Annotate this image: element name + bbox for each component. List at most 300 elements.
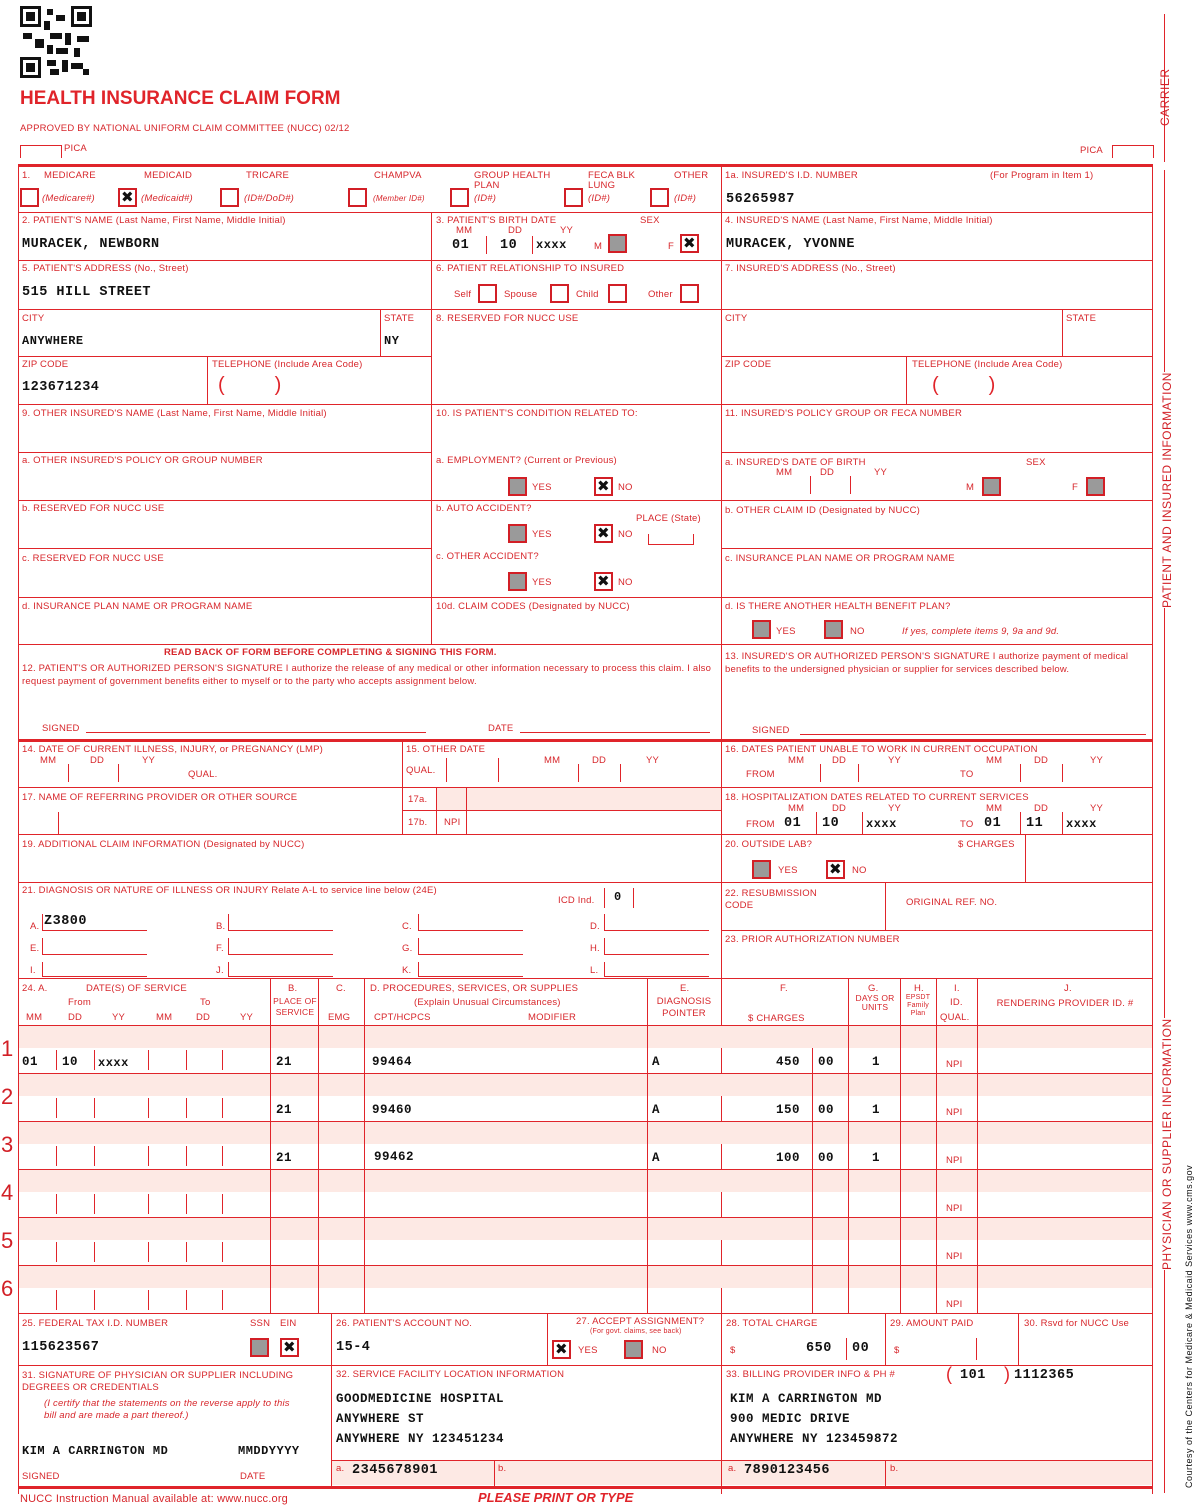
b24-place: PLACE OF SERVICE bbox=[273, 996, 317, 1017]
box10a-label: a. EMPLOYMENT? (Current or Previous) bbox=[436, 455, 617, 466]
outside-lab-no: NO bbox=[852, 865, 867, 876]
line bbox=[820, 764, 821, 782]
line bbox=[885, 882, 886, 930]
patient-name-value[interactable]: MURACEK, NEWBORN bbox=[22, 237, 160, 252]
box8-label: 8. RESERVED FOR NUCC USE bbox=[436, 313, 579, 324]
box6-self: Self bbox=[454, 289, 472, 300]
box26-label: 26. PATIENT'S ACCOUNT NO. bbox=[336, 1318, 473, 1329]
b24-from: From bbox=[68, 997, 91, 1008]
accept-no-checkbox[interactable] bbox=[624, 1340, 643, 1359]
line bbox=[466, 787, 467, 834]
box33-area-paren-close: ) bbox=[1004, 1364, 1010, 1384]
line bbox=[721, 930, 1152, 931]
pica-right-boxes bbox=[1112, 145, 1154, 158]
patient-address-value[interactable]: 515 HILL STREET bbox=[22, 285, 152, 300]
box18-yy2: YY bbox=[1090, 803, 1104, 814]
box18-label: 18. HOSPITALIZATION DATES RELATED TO CURRENT SERVICES bbox=[725, 792, 1029, 803]
tax-id-value[interactable]: 115623567 bbox=[22, 1340, 100, 1355]
sex-f-checkbox[interactable] bbox=[680, 234, 699, 253]
row1-ptr[interactable]: A bbox=[652, 1055, 661, 1069]
insured-sex-m-checkbox[interactable] bbox=[982, 477, 1001, 496]
line bbox=[18, 500, 1152, 501]
tricare-checkbox[interactable] bbox=[220, 188, 239, 207]
box3-yy-head: YY bbox=[560, 225, 574, 236]
box32-label: 32. SERVICE FACILITY LOCATION INFORMATION bbox=[336, 1369, 565, 1380]
hosp-to-dd[interactable]: 11 bbox=[1026, 816, 1044, 831]
insured-sex-f-checkbox[interactable] bbox=[1086, 477, 1105, 496]
line bbox=[721, 356, 1152, 357]
line bbox=[885, 1313, 886, 1365]
box32-a: a. bbox=[336, 1463, 345, 1474]
box17b-npi: NPI bbox=[444, 817, 461, 828]
sex-m-checkbox[interactable] bbox=[608, 234, 627, 253]
box1-champva: CHAMPVA bbox=[374, 170, 422, 181]
box29-label: 29. AMOUNT PAID bbox=[890, 1318, 974, 1329]
b24-f: F. bbox=[780, 983, 788, 994]
box11a-m: M bbox=[966, 482, 975, 493]
box14-yy: YY bbox=[142, 755, 156, 766]
form-title: HEALTH INSURANCE CLAIM FORM bbox=[20, 88, 341, 109]
insured-id-value[interactable]: 56265987 bbox=[726, 192, 795, 207]
employment-no-checkbox[interactable] bbox=[594, 477, 613, 496]
box14-label: 14. DATE OF CURRENT ILLNESS, INJURY, or PREGNANCY (LMP) bbox=[22, 744, 323, 755]
box2-label: 2. PATIENT'S NAME (Last Name, First Name, Middle Initial) bbox=[22, 215, 286, 226]
b24-c: C. bbox=[336, 983, 346, 994]
diag-a-value[interactable]: Z3800 bbox=[44, 914, 88, 929]
box18-mm1: MM bbox=[788, 803, 805, 814]
row3-units[interactable]: 1 bbox=[872, 1151, 881, 1165]
ssn-checkbox[interactable] bbox=[250, 1338, 269, 1357]
line bbox=[18, 1217, 1152, 1218]
box11-label: 11. INSURED'S POLICY GROUP OR FECA NUMBER bbox=[725, 408, 963, 419]
pica-left: PICA bbox=[64, 143, 87, 154]
box27-label: 27. ACCEPT ASSIGNMENT? bbox=[576, 1316, 705, 1327]
b24-emg: EMG bbox=[328, 1012, 351, 1023]
box15-qual: QUAL. bbox=[406, 765, 436, 776]
row2-npi: NPI bbox=[946, 1107, 963, 1118]
box7-state: STATE bbox=[1066, 313, 1097, 324]
box11c-label: c. INSURANCE PLAN NAME OR PROGRAM NAME bbox=[725, 553, 955, 564]
line bbox=[58, 812, 59, 834]
line bbox=[862, 812, 863, 834]
box15-label: 15. OTHER DATE bbox=[406, 744, 486, 755]
line bbox=[18, 1365, 1152, 1366]
line bbox=[18, 356, 431, 357]
line bbox=[18, 1121, 1152, 1122]
rel-spouse-checkbox[interactable] bbox=[550, 284, 569, 303]
birth-yy[interactable]: xxxx bbox=[536, 238, 567, 252]
box16-yy2: YY bbox=[1090, 755, 1104, 766]
box30-label: 30. Rsvd for NUCC Use bbox=[1024, 1318, 1130, 1329]
box31-date: DATE bbox=[240, 1471, 266, 1482]
box12-text: 12. PATIENT'S OR AUTHORIZED PERSON'S SIGNATURE I authorize the release of any medical or other information necessary to process this claim. I also request payment of government benefits either to myself or to the party who accepts assignment below. bbox=[22, 663, 712, 687]
line bbox=[721, 164, 722, 1494]
billing-area-code[interactable]: 101 bbox=[960, 1368, 986, 1383]
other-acc-yes-checkbox[interactable] bbox=[508, 572, 527, 591]
line bbox=[1020, 764, 1021, 782]
row6-npi: NPI bbox=[946, 1299, 963, 1310]
other-plan-yes: YES bbox=[776, 626, 796, 637]
line bbox=[1020, 812, 1021, 834]
line bbox=[1025, 834, 1026, 882]
box1-feca: FECA BLK LUNG bbox=[588, 170, 636, 191]
row-number-4: 4 bbox=[1, 1180, 14, 1205]
box16-mm1: MM bbox=[788, 755, 805, 766]
row3-cpt[interactable]: 99462 bbox=[374, 1150, 415, 1164]
row2-cents[interactable]: 00 bbox=[818, 1103, 835, 1117]
medicaid-checkbox[interactable] bbox=[118, 188, 137, 207]
b24-mm2: MM bbox=[156, 1012, 173, 1023]
box25-label: 25. FEDERAL TAX I.D. NUMBER bbox=[22, 1318, 169, 1329]
group-checkbox[interactable] bbox=[450, 188, 469, 207]
line bbox=[18, 1313, 1152, 1314]
box10b-label: b. AUTO ACCIDENT? bbox=[436, 503, 532, 514]
shade-row3 bbox=[19, 1122, 1152, 1144]
feca-checkbox[interactable] bbox=[564, 188, 583, 207]
line bbox=[816, 812, 817, 834]
line bbox=[364, 978, 365, 1313]
box7-city: CITY bbox=[725, 313, 748, 324]
outside-lab-yes: YES bbox=[778, 865, 798, 876]
diag-b-letter: B. bbox=[216, 921, 226, 932]
b24-h: H. bbox=[914, 983, 924, 994]
box4-label: 4. INSURED'S NAME (Last Name, First Name, Middle Initial) bbox=[725, 215, 993, 226]
diag-h-letter: H. bbox=[590, 943, 600, 954]
line bbox=[18, 404, 1152, 405]
diag-c-letter: C. bbox=[402, 921, 412, 932]
row-number-5: 5 bbox=[1, 1228, 14, 1253]
place-bracket bbox=[648, 534, 694, 545]
box29-dollar: $ bbox=[894, 1345, 900, 1356]
line bbox=[976, 1338, 977, 1360]
facility-npi[interactable]: 2345678901 bbox=[352, 1463, 439, 1478]
billing-phone[interactable]: 1112365 bbox=[1014, 1368, 1075, 1383]
b24-e: E. bbox=[680, 983, 690, 994]
auto-no-checkbox[interactable] bbox=[594, 524, 613, 543]
rel-other-checkbox[interactable] bbox=[680, 284, 699, 303]
total-cents[interactable]: 00 bbox=[852, 1341, 870, 1356]
approved-text: APPROVED BY NATIONAL UNIFORM CLAIM COMMITTEE (NUCC) 02/12 bbox=[20, 123, 350, 134]
box9c-label: c. RESERVED FOR NUCC USE bbox=[22, 553, 164, 564]
line bbox=[848, 978, 849, 1313]
carrier-label: CARRIER bbox=[1158, 68, 1172, 126]
row3-cents[interactable]: 00 bbox=[818, 1151, 835, 1165]
other-checkbox[interactable] bbox=[650, 188, 669, 207]
b24-dates: DATE(S) OF SERVICE bbox=[86, 983, 187, 994]
line bbox=[18, 644, 1152, 645]
billing-npi[interactable]: 7890123456 bbox=[744, 1463, 831, 1478]
box9d-label: d. INSURANCE PLAN NAME OR PROGRAM NAME bbox=[22, 601, 253, 612]
employment-yes-checkbox[interactable] bbox=[508, 477, 527, 496]
box20-charges: $ CHARGES bbox=[958, 839, 1015, 850]
line bbox=[18, 1169, 1152, 1170]
ein-checkbox[interactable] bbox=[280, 1338, 299, 1357]
patient-label: PATIENT AND INSURED INFORMATION bbox=[1160, 372, 1174, 608]
b24-explain: (Explain Unusual Circumstances) bbox=[414, 997, 561, 1008]
box10c-label: c. OTHER ACCIDENT? bbox=[436, 551, 539, 562]
line bbox=[18, 1486, 1152, 1489]
row1-cpt[interactable]: 99464 bbox=[372, 1055, 413, 1069]
row3-dollars[interactable]: 100 bbox=[776, 1151, 801, 1165]
b24-yy2: YY bbox=[240, 1012, 254, 1023]
box33-b: b. bbox=[890, 1463, 899, 1474]
rel-self-checkbox[interactable] bbox=[478, 284, 497, 303]
accept-yes-checkbox[interactable] bbox=[552, 1340, 571, 1359]
line bbox=[18, 978, 1152, 979]
patient-city-value[interactable]: ANYWHERE bbox=[22, 334, 84, 348]
line bbox=[858, 764, 859, 782]
box11a-dd: DD bbox=[820, 467, 835, 478]
hosp-from-mm[interactable]: 01 bbox=[784, 816, 802, 831]
box3-label: 3. PATIENT'S BIRTH DATE bbox=[436, 215, 557, 226]
pica-left-boxes bbox=[20, 145, 62, 158]
line bbox=[810, 476, 811, 494]
box14-mm: MM bbox=[40, 755, 57, 766]
other-plan-yes-checkbox[interactable] bbox=[752, 620, 771, 639]
row5-npi: NPI bbox=[946, 1251, 963, 1262]
qr-code bbox=[20, 6, 92, 78]
box11d-label: d. IS THERE ANOTHER HEALTH BENEFIT PLAN? bbox=[725, 601, 951, 612]
footer-print: PLEASE PRINT OR TYPE bbox=[478, 1490, 634, 1505]
box22-orig: ORIGINAL REF. NO. bbox=[906, 897, 998, 908]
patient-state-value[interactable]: NY bbox=[384, 334, 400, 348]
box5-tel: TELEPHONE (Include Area Code) bbox=[212, 359, 363, 370]
box25-ein: EIN bbox=[280, 1318, 297, 1329]
outside-lab-yes-checkbox[interactable] bbox=[752, 860, 771, 879]
box16-yy1: YY bbox=[888, 755, 902, 766]
box1a-note: (For Program in Item 1) bbox=[990, 170, 1094, 181]
employment-yes: YES bbox=[532, 482, 552, 493]
box16-dd2: DD bbox=[1034, 755, 1049, 766]
other-plan-no-checkbox[interactable] bbox=[824, 620, 843, 639]
box6-label: 6. PATIENT RELATIONSHIP TO INSURED bbox=[436, 263, 625, 274]
b24-i: I. bbox=[954, 983, 960, 994]
patient-zip-value[interactable]: 123671234 bbox=[22, 380, 100, 395]
box11a-sex: SEX bbox=[1026, 457, 1046, 468]
box15-yy: YY bbox=[646, 755, 660, 766]
row1-dd[interactable]: 10 bbox=[62, 1055, 79, 1069]
line bbox=[86, 732, 426, 733]
line bbox=[18, 597, 1152, 598]
line bbox=[18, 739, 1152, 742]
box1-other: OTHER bbox=[674, 170, 709, 181]
auto-yes-checkbox[interactable] bbox=[508, 524, 527, 543]
box20-label: 20. OUTSIDE LAB? bbox=[725, 839, 813, 850]
hosp-to-yy[interactable]: xxxx bbox=[1066, 817, 1097, 831]
b24-mm1: MM bbox=[26, 1012, 43, 1023]
b24-to: To bbox=[200, 997, 211, 1008]
box16-from: FROM bbox=[746, 769, 775, 780]
other-acc-no-checkbox[interactable] bbox=[594, 572, 613, 591]
box5-state: STATE bbox=[384, 313, 415, 324]
diag-k-letter: K. bbox=[402, 965, 412, 976]
line bbox=[318, 978, 319, 1313]
box5-tel-parens: ( ) bbox=[218, 374, 282, 396]
outside-lab-no-checkbox[interactable] bbox=[826, 860, 845, 879]
hosp-from-dd[interactable]: 10 bbox=[822, 816, 840, 831]
line bbox=[18, 309, 1152, 310]
box1-tricare: TRICARE bbox=[246, 170, 290, 181]
b24-dd1: DD bbox=[68, 1012, 83, 1023]
birth-mm[interactable]: 01 bbox=[452, 238, 470, 253]
box1-sub-feca: (ID#) bbox=[588, 193, 611, 204]
billing-line2[interactable]: 900 MEDIC DRIVE bbox=[730, 1412, 851, 1426]
box1-sub-other: (ID#) bbox=[674, 193, 697, 204]
footer-nucc: NUCC Instruction Manual available at: www.nucc.org bbox=[20, 1493, 289, 1505]
row1-mm[interactable]: 01 bbox=[22, 1055, 39, 1069]
line bbox=[18, 164, 19, 1494]
facility-line3[interactable]: ANYWHERE NY 123451234 bbox=[336, 1432, 505, 1446]
billing-line3[interactable]: ANYWHERE NY 123459872 bbox=[730, 1432, 899, 1446]
box3-m: M bbox=[594, 241, 603, 252]
line bbox=[578, 764, 579, 782]
icd-value[interactable]: 0 bbox=[614, 890, 622, 904]
box5-zip: ZIP CODE bbox=[22, 359, 69, 370]
b24-epsdt: EPSDT Family Plan bbox=[905, 994, 931, 1017]
line bbox=[1062, 764, 1063, 782]
row2-cpt[interactable]: 99460 bbox=[372, 1103, 413, 1117]
box16-label: 16. DATES PATIENT UNABLE TO WORK IN CURRENT OCCUPATION bbox=[725, 744, 1038, 755]
box18-yy1: YY bbox=[888, 803, 902, 814]
account-no-value[interactable]: 15-4 bbox=[336, 1340, 371, 1355]
accept-no: NO bbox=[652, 1345, 667, 1356]
box19-label: 19. ADDITIONAL CLAIM INFORMATION (Designated by NUCC) bbox=[22, 839, 305, 850]
physician-name-value[interactable]: KIM A CARRINGTON MD bbox=[22, 1444, 169, 1458]
other-acc-yes: YES bbox=[532, 577, 552, 588]
diag-i-letter: I. bbox=[30, 965, 36, 976]
line bbox=[800, 734, 1146, 735]
line bbox=[494, 1460, 495, 1488]
box14-qual: QUAL. bbox=[188, 769, 218, 780]
box6-other: Other bbox=[648, 289, 673, 300]
line bbox=[402, 810, 721, 811]
hosp-from-yy[interactable]: xxxx bbox=[866, 817, 897, 831]
box1-medicare: MEDICARE bbox=[44, 170, 96, 181]
row2-units[interactable]: 1 bbox=[872, 1103, 881, 1117]
box1-sub-tricare: (ID#/DoD#) bbox=[244, 193, 295, 204]
row4-npi: NPI bbox=[946, 1203, 963, 1214]
box11a-yy: YY bbox=[874, 467, 888, 478]
line bbox=[977, 978, 978, 1313]
line bbox=[118, 764, 119, 782]
hosp-to-mm[interactable]: 01 bbox=[984, 816, 1002, 831]
line bbox=[1018, 1313, 1019, 1365]
insured-name-value[interactable]: MURACEK, YVONNE bbox=[726, 237, 856, 252]
line bbox=[380, 309, 381, 356]
billing-line1[interactable]: KIM A CARRINGTON MD bbox=[730, 1392, 883, 1406]
diag-f-letter: F. bbox=[216, 943, 224, 954]
other-plan-no: NO bbox=[850, 626, 865, 637]
row3-pos[interactable]: 21 bbox=[276, 1151, 293, 1165]
pica-right: PICA bbox=[1080, 145, 1103, 156]
line bbox=[498, 758, 499, 782]
box21-icd: ICD Ind. bbox=[558, 895, 595, 906]
line bbox=[18, 1073, 1152, 1074]
box11b-label: b. OTHER CLAIM ID (Designated by NUCC) bbox=[725, 505, 921, 516]
box5-city: CITY bbox=[22, 313, 45, 324]
birth-dd[interactable]: 10 bbox=[500, 238, 518, 253]
box31-note: (I certify that the statements on the reverse apply to this bill and are made a part thereof.) bbox=[44, 1398, 290, 1421]
row2-ptr[interactable]: A bbox=[652, 1103, 661, 1117]
box11a-f: F bbox=[1072, 482, 1079, 493]
box32-b: b. bbox=[498, 1463, 507, 1474]
line bbox=[18, 882, 1152, 883]
box7-label: 7. INSURED'S ADDRESS (No., Street) bbox=[725, 263, 896, 274]
box17a: 17a. bbox=[408, 794, 428, 805]
box6-child: Child bbox=[576, 289, 599, 300]
other-acc-no: NO bbox=[618, 577, 633, 588]
line bbox=[532, 236, 533, 254]
b24-charges: $ CHARGES bbox=[748, 1013, 805, 1024]
facility-line1[interactable]: GOODMEDICINE HOSPITAL bbox=[336, 1392, 505, 1406]
b24-d: D. PROCEDURES, SERVICES, OR SUPPLIES bbox=[370, 983, 579, 994]
accept-yes: YES bbox=[578, 1345, 598, 1356]
diag-a-letter: A. bbox=[30, 921, 40, 932]
row1-pos[interactable]: 21 bbox=[276, 1055, 293, 1069]
box18-to: TO bbox=[960, 819, 974, 830]
line bbox=[486, 236, 487, 254]
box6-spouse: Spouse bbox=[504, 289, 538, 300]
box17-label: 17. NAME OF REFERRING PROVIDER OR OTHER SOURCE bbox=[22, 792, 298, 803]
row2-pos[interactable]: 21 bbox=[276, 1103, 293, 1117]
auto-no: NO bbox=[618, 529, 633, 540]
line bbox=[18, 834, 1152, 835]
box1-num: 1. bbox=[22, 170, 31, 181]
shade-row1 bbox=[19, 1026, 1152, 1048]
b24-dd2: DD bbox=[196, 1012, 211, 1023]
row1-yy[interactable]: xxxx bbox=[98, 1056, 129, 1070]
line bbox=[436, 787, 437, 834]
box16-to: TO bbox=[960, 769, 974, 780]
box27-sub: (For govt. claims, see back) bbox=[590, 1328, 682, 1335]
line bbox=[270, 978, 271, 1313]
row1-cents[interactable]: 00 bbox=[818, 1055, 835, 1069]
box7-tel-parens: ( ) bbox=[932, 374, 996, 396]
b24-cpt: CPT/HCPCS bbox=[374, 1012, 431, 1023]
box11a-label: a. INSURED'S DATE OF BIRTH bbox=[725, 457, 866, 468]
box7-tel: TELEPHONE (Include Area Code) bbox=[912, 359, 1063, 370]
line bbox=[18, 260, 1152, 261]
box16-dd1: DD bbox=[832, 755, 847, 766]
box12-heading: READ BACK OF FORM BEFORE COMPLETING & SIGNING THIS FORM. bbox=[164, 647, 497, 658]
physician-date-value[interactable]: MMDDYYYY bbox=[238, 1444, 300, 1458]
box13-signed: SIGNED bbox=[752, 725, 790, 736]
row1-units[interactable]: 1 bbox=[872, 1055, 881, 1069]
line bbox=[1062, 812, 1063, 834]
champva-checkbox[interactable] bbox=[348, 188, 367, 207]
row3-ptr[interactable]: A bbox=[652, 1151, 661, 1165]
row2-dollars[interactable]: 150 bbox=[776, 1103, 801, 1117]
line bbox=[906, 356, 907, 404]
box12-signed: SIGNED bbox=[42, 723, 80, 734]
box1-sub-champva: (Member ID#) bbox=[373, 194, 425, 203]
box11a-mm: MM bbox=[776, 467, 793, 478]
total-dollars[interactable]: 650 bbox=[806, 1341, 832, 1356]
b24-days: DAYS OR UNITS bbox=[855, 993, 895, 1012]
line bbox=[446, 758, 447, 782]
rel-child-checkbox[interactable] bbox=[608, 284, 627, 303]
box17b: 17b. bbox=[408, 817, 428, 828]
line bbox=[331, 1313, 332, 1488]
line bbox=[885, 1460, 886, 1488]
box9b-label: b. RESERVED FOR NUCC USE bbox=[22, 503, 165, 514]
row1-dollars[interactable]: 450 bbox=[776, 1055, 801, 1069]
diag-l-letter: L. bbox=[590, 965, 599, 976]
auto-yes: YES bbox=[532, 529, 552, 540]
medicare-checkbox[interactable] bbox=[20, 188, 39, 207]
line bbox=[620, 764, 621, 782]
facility-line2[interactable]: ANYWHERE ST bbox=[336, 1412, 425, 1426]
